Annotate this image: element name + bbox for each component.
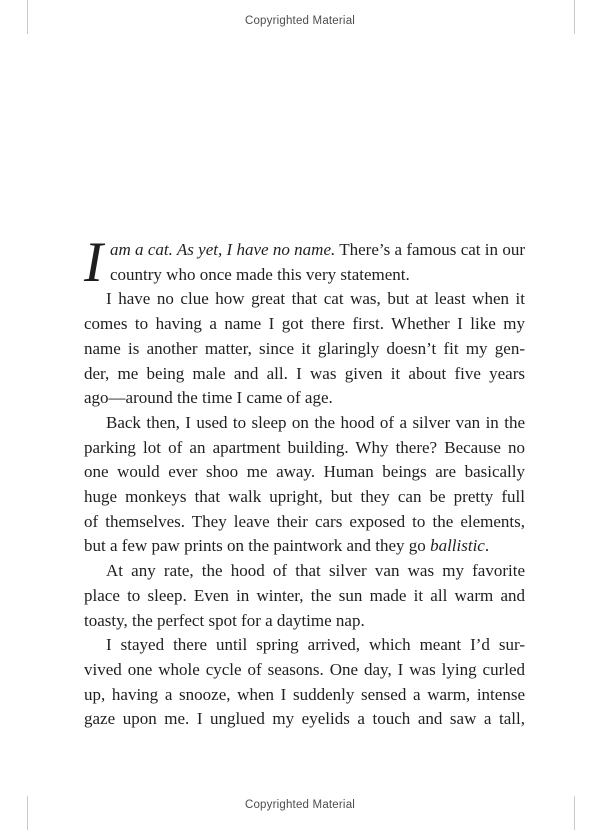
drop-cap: I — [84, 231, 103, 294]
text-line: country who once made this very statement. — [109, 264, 410, 284]
text-line: Back then, I used to sleep on the hood of a silver van in the — [106, 412, 525, 432]
text-line: of themselves. They leave their cars exposed to the elements, — [84, 511, 525, 531]
text-line: parking lot of an apartment building. Why there? Because no — [84, 437, 525, 457]
paragraph — [84, 633, 525, 732]
text-line: At any rate, the hood of that silver van was my favorite — [106, 561, 525, 581]
text-line: I stayed there until spring arrived, which meant I’d sur- — [106, 635, 525, 655]
paragraph — [84, 287, 525, 411]
text-line: vived one whole cycle of seasons. One day, I was lying curled — [84, 659, 525, 679]
text-line: but a few paw prints on the paintwork and they go ballistic. — [84, 536, 490, 556]
text-line: der, me being male and all. I was given it about five years — [84, 363, 525, 383]
paragraph — [84, 559, 525, 633]
text-line: I have no clue how great that cat was, but at least when it — [106, 289, 525, 309]
book-page-text — [84, 231, 525, 732]
text-line: ago—around the time I came of age. — [84, 388, 333, 408]
text-line: up, having a snooze, when I suddenly sensed a warm, intense — [84, 684, 525, 704]
text-line: name is another matter, since it glaringly doesn’t fit my gen- — [84, 338, 525, 358]
paragraph — [84, 411, 525, 559]
text-line: huge monkeys that walk upright, but they can be pretty full — [84, 487, 525, 507]
text-line: one would ever shoo me away. Human beings are basically — [84, 462, 525, 482]
text-line: am a cat. As yet, I have no name. There’s a famous cat in our — [109, 240, 525, 259]
text-line: comes to having a name I got there first. Whether I like my — [84, 314, 525, 334]
text-line: gaze upon me. I unglued my eyelids a touch and saw a tall, — [84, 709, 525, 729]
paragraph — [84, 231, 525, 294]
text-line: toasty, the perfect spot for a daytime nap. — [84, 610, 365, 630]
copyright-notice-bottom: Copyrighted Material — [244, 799, 356, 811]
text-line: place to sleep. Even in winter, the sun made it all warm and — [84, 585, 525, 605]
copyright-notice-top: Copyrighted Material — [244, 15, 356, 27]
